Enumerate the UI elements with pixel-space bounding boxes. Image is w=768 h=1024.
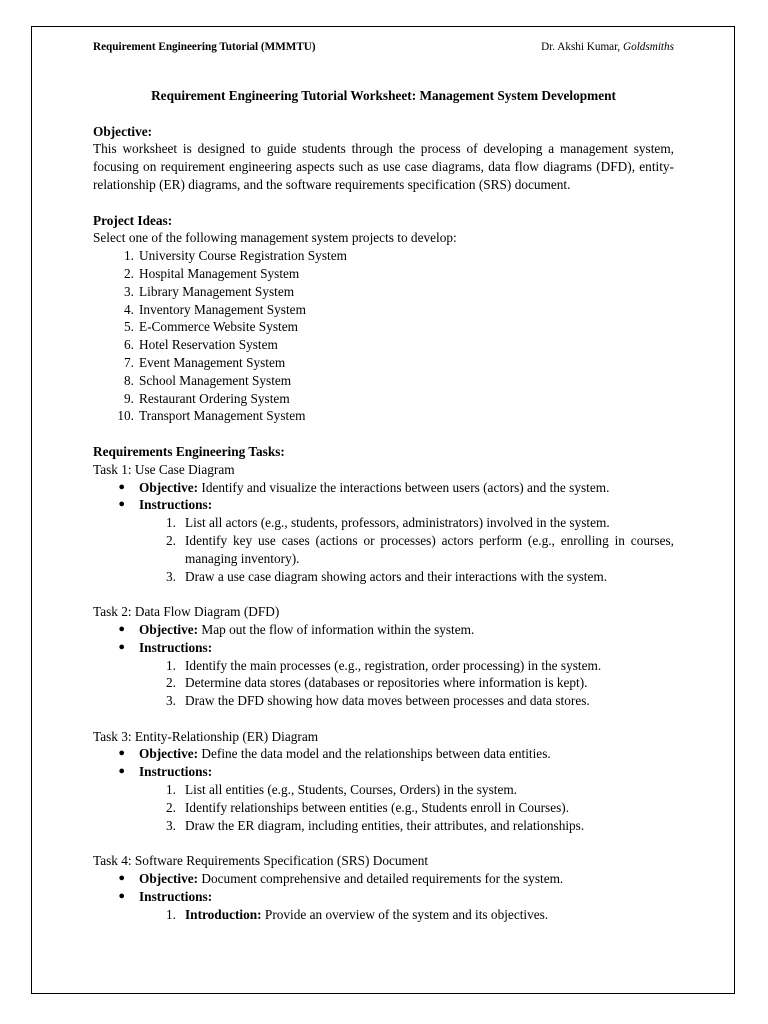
header-author-block [541,40,674,54]
bullet-icon: ● [118,622,125,635]
list-item: 2. Identify relationships between entities (e.g., Students enroll in Courses). [166,799,570,815]
task-instructions: ● Instructions: [93,639,674,657]
task-steps [93,781,674,834]
task-steps [93,657,674,710]
task-instructions: ● Instructions: [93,496,674,514]
objective-section [93,123,674,194]
task-title: Task 3: Entity-Relationship (ER) Diagram [93,728,319,744]
list-item: 1. Introduction: Provide an overview of the system and its objectives. [166,906,549,922]
list-item: 4. Inventory Management System [124,301,306,317]
list-item: 2. Determine data stores (databases or repositories where information is kept). [166,675,588,691]
list-item: 9. Restaurant Ordering System [124,390,290,406]
projects-section [93,212,674,426]
bullet-icon: ● [118,498,125,511]
list-item: 3. Library Management System [124,283,295,299]
projects-intro: Select one of the following management system projects to develop: [93,230,457,246]
document-title: Requirement Engineering Tutorial Worksheet: Management System Development [151,88,616,103]
task-title: Task 4: Software Requirements Specification (SRS) Document [93,853,429,869]
list-item: 8. School Management System [124,372,292,388]
list-item: 10. Transport Management System [117,408,306,424]
bullet-icon: ● [118,640,125,653]
task-instructions: ● Instructions: [93,763,674,781]
list-item: 1. University Course Registration System [124,248,347,264]
list-item: 3. Draw the ER diagram, including entities, their attributes, and relationships. [166,817,585,833]
objective-text: This worksheet is designed to guide students through the process of developing a management system, focusing on requirement engineering aspects such as use case diagrams, data flow diagrams (DFD), entity-relationship (ER) diagrams, and the software requirements specification (SRS) document. [93,141,674,192]
task-objective: ● Objective: Document comprehensive and detailed requirements for the system. [93,870,674,888]
list-item: 1. Identify the main processes (e.g., registration, order processing) in the system. [166,657,602,673]
task-2 [93,603,674,710]
list-item: 7. Event Management System [124,354,286,370]
bullet-icon: ● [118,872,125,885]
bullet-icon: ● [118,480,125,493]
header-course: Requirement Engineering Tutorial (MMMTU) [93,41,316,53]
task-steps [93,906,674,924]
list-item: 6. Hotel Reservation System [124,337,278,353]
task-objective: ● Objective: Map out the flow of information within the system. [93,621,674,639]
document-page [93,40,674,923]
projects-heading: Project Ideas: [93,212,173,228]
task-3 [93,728,674,835]
task-steps [93,514,674,585]
list-item: 5. E-Commerce Website System [124,319,298,335]
task-instructions: ● Instructions: [93,888,674,906]
bullet-icon: ● [118,765,125,778]
list-item: 1. List all entities (e.g., Students, Courses, Orders) in the system. [166,782,518,798]
header-org: Goldsmiths [623,41,674,53]
tasks-heading: Requirements Engineering Tasks: [93,443,285,459]
header-author: Dr. Akshi Kumar, [541,41,621,53]
bullet-icon: ● [118,889,125,902]
task-objective: ● Objective: Identify and visualize the interactions between users (actors) and the system. [93,479,674,497]
objective-heading: Objective: [93,123,153,139]
running-header [93,40,674,54]
tasks-section [93,443,674,924]
task-4 [93,852,674,923]
list-item: 2. Identify key use cases (actions or processes) actors perform (e.g., enrolling in courses, managing inventory). [166,532,674,566]
list-item: 1. List all actors (e.g., students, professors, administrators) involved in the system. [166,515,610,531]
task-1 [93,461,674,586]
bullet-icon: ● [118,747,125,760]
task-title: Task 2: Data Flow Diagram (DFD) [93,604,280,620]
project-list [93,247,674,425]
list-item: 2. Hospital Management System [124,265,300,281]
task-title: Task 1: Use Case Diagram [93,461,235,477]
task-objective: ● Objective: Define the data model and the relationships between data entities. [93,745,674,763]
list-item: 3. Draw the DFD showing how data moves between processes and data stores. [166,693,590,709]
list-item: 3. Draw a use case diagram showing actors and their interactions with the system. [166,568,608,584]
